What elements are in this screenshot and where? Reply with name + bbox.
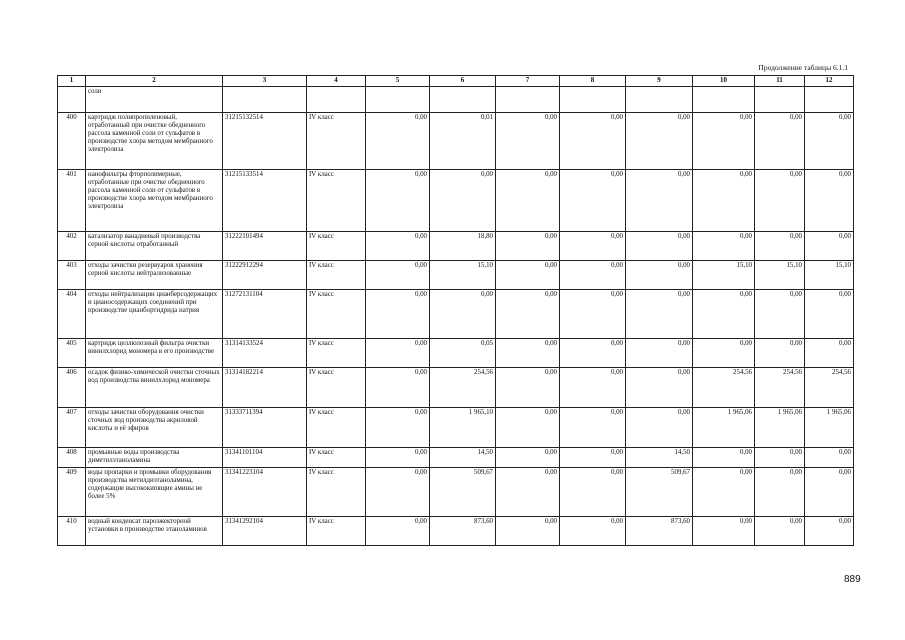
fkko-code-cell: 31314182214 — [223, 368, 307, 408]
row-number-cell: 403 — [58, 261, 86, 290]
value-cell: 0,00 — [496, 339, 560, 368]
hazard-class-cell: IV класс — [307, 408, 366, 448]
value-cell: 15,10 — [430, 261, 496, 290]
column-header: 12 — [805, 76, 854, 87]
value-cell: 0,00 — [693, 290, 755, 339]
value-cell: 0,00 — [560, 468, 626, 517]
value-cell: 0,00 — [755, 448, 805, 468]
value-cell: 1 965,10 — [430, 408, 496, 448]
column-header: 4 — [307, 76, 366, 87]
column-header: 6 — [430, 76, 496, 87]
table-body — [58, 87, 854, 546]
column-header: 3 — [223, 76, 307, 87]
value-cell: 0,00 — [366, 368, 430, 408]
value-cell: 254,56 — [430, 368, 496, 408]
hazard-class-cell — [307, 87, 366, 113]
value-cell: 14,50 — [430, 448, 496, 468]
row-number-cell: 407 — [58, 408, 86, 448]
value-cell: 0,00 — [626, 368, 693, 408]
value-cell: 0,00 — [560, 113, 626, 170]
value-cell: 0,00 — [496, 408, 560, 448]
waste-name-cell: отходы зачистки оборудования очистки сточных вод производства акриловой кислоты и её эфиров — [86, 408, 223, 448]
row-number-cell: 405 — [58, 339, 86, 368]
table-row — [58, 113, 854, 170]
row-number-cell — [58, 87, 86, 113]
waste-name-cell: картридж полипропиленовый, отработанный при очистке обедненного рассола каменной соли от сульфатов в производстве хлора методом мембранного электролиза — [86, 113, 223, 170]
value-cell: 0,00 — [626, 232, 693, 261]
value-cell: 0,00 — [805, 339, 854, 368]
value-cell: 0,00 — [755, 468, 805, 517]
value-cell: 0,00 — [560, 290, 626, 339]
value-cell — [755, 87, 805, 113]
value-cell: 0,00 — [693, 232, 755, 261]
column-header: 2 — [86, 76, 223, 87]
value-cell: 0,00 — [693, 339, 755, 368]
value-cell: 0,01 — [430, 113, 496, 170]
value-cell: 0,00 — [693, 113, 755, 170]
fkko-code-cell — [223, 87, 307, 113]
waste-name-cell: отходы нейтрализации цианберсодержащих и цианосодержащих соединений при производстве цианбортидрида натрия — [86, 290, 223, 339]
value-cell — [496, 87, 560, 113]
fkko-code-cell: 31222101494 — [223, 232, 307, 261]
fkko-code-cell: 31215132514 — [223, 113, 307, 170]
waste-name-cell: катализатор ванадиевый производства серной кислоты отработанный — [86, 232, 223, 261]
table-row — [58, 339, 854, 368]
value-cell: 0,00 — [366, 408, 430, 448]
hazard-class-cell: IV класс — [307, 261, 366, 290]
value-cell — [366, 87, 430, 113]
column-header: 7 — [496, 76, 560, 87]
value-cell: 0,00 — [366, 261, 430, 290]
table-row — [58, 468, 854, 517]
column-header: 11 — [755, 76, 805, 87]
value-cell: 0,00 — [755, 517, 805, 546]
row-number-cell: 401 — [58, 170, 86, 232]
value-cell: 0,00 — [496, 448, 560, 468]
value-cell: 0,00 — [496, 170, 560, 232]
table-row — [58, 290, 854, 339]
table-row — [58, 87, 854, 113]
value-cell: 0,00 — [366, 170, 430, 232]
value-cell: 509,67 — [430, 468, 496, 517]
value-cell: 0,00 — [560, 232, 626, 261]
value-cell: 0,00 — [626, 339, 693, 368]
value-cell: 1 965,06 — [693, 408, 755, 448]
value-cell: 0,00 — [366, 232, 430, 261]
value-cell: 0,00 — [560, 368, 626, 408]
value-cell: 873,60 — [626, 517, 693, 546]
row-number-cell: 400 — [58, 113, 86, 170]
value-cell: 0,00 — [693, 170, 755, 232]
value-cell: 1 965,06 — [805, 408, 854, 448]
value-cell: 0,00 — [366, 290, 430, 339]
value-cell: 0,00 — [560, 448, 626, 468]
value-cell — [430, 87, 496, 113]
value-cell — [560, 87, 626, 113]
column-header: 8 — [560, 76, 626, 87]
waste-name-cell: соли — [86, 87, 223, 113]
table-row — [58, 232, 854, 261]
value-cell: 0,00 — [805, 113, 854, 170]
value-cell — [693, 87, 755, 113]
value-cell: 0,00 — [496, 113, 560, 170]
fkko-code-cell: 31341101104 — [223, 448, 307, 468]
value-cell: 1 965,06 — [755, 408, 805, 448]
value-cell: 0,00 — [560, 517, 626, 546]
waste-name-cell: нанофильтры фторполимерные, отработанные при очистке обедненного рассола каменной соли от сульфатов в производстве хлора методом мембранного электролиза — [86, 170, 223, 232]
table-row — [58, 368, 854, 408]
waste-name-cell: воды пропарки и промывки оборудования производства метилдиэтаноламина, содержащие высококипящие амины не более 5% — [86, 468, 223, 517]
value-cell: 0,00 — [496, 290, 560, 339]
hazard-class-cell: IV класс — [307, 339, 366, 368]
value-cell — [805, 87, 854, 113]
value-cell: 0,00 — [755, 170, 805, 232]
value-cell: 0,00 — [805, 468, 854, 517]
value-cell: 0,00 — [755, 232, 805, 261]
value-cell: 15,10 — [805, 261, 854, 290]
value-cell: 0,00 — [755, 339, 805, 368]
value-cell: 15,10 — [755, 261, 805, 290]
value-cell: 0,00 — [755, 290, 805, 339]
column-header: 5 — [366, 76, 430, 87]
value-cell: 15,10 — [693, 261, 755, 290]
data-table — [57, 75, 854, 546]
value-cell: 0,00 — [626, 170, 693, 232]
hazard-class-cell: IV класс — [307, 113, 366, 170]
table-row — [58, 517, 854, 546]
value-cell: 0,00 — [560, 170, 626, 232]
hazard-class-cell: IV класс — [307, 232, 366, 261]
value-cell: 0,00 — [496, 232, 560, 261]
value-cell: 509,67 — [626, 468, 693, 517]
value-cell: 0,00 — [430, 170, 496, 232]
value-cell: 0,00 — [626, 261, 693, 290]
fkko-code-cell: 31341292104 — [223, 517, 307, 546]
value-cell: 0,00 — [805, 232, 854, 261]
value-cell: 0,00 — [496, 517, 560, 546]
waste-name-cell: отходы зачистки резервуаров хранения серной кислоты нейтрализованные — [86, 261, 223, 290]
value-cell: 0,00 — [626, 113, 693, 170]
value-cell: 0,00 — [693, 517, 755, 546]
value-cell: 0,00 — [366, 113, 430, 170]
row-number-cell: 410 — [58, 517, 86, 546]
value-cell: 873,60 — [430, 517, 496, 546]
hazard-class-cell: IV класс — [307, 290, 366, 339]
page-number: 889 — [844, 574, 861, 585]
row-number-cell: 402 — [58, 232, 86, 261]
value-cell: 0,00 — [496, 468, 560, 517]
value-cell: 0,00 — [560, 261, 626, 290]
value-cell: 0,00 — [366, 339, 430, 368]
fkko-code-cell: 31341223104 — [223, 468, 307, 517]
value-cell: 18,80 — [430, 232, 496, 261]
value-cell: 0,00 — [366, 448, 430, 468]
fkko-code-cell: 31314133524 — [223, 339, 307, 368]
row-number-cell: 404 — [58, 290, 86, 339]
value-cell: 0,00 — [560, 408, 626, 448]
waste-name-cell: картридж целлюлозный фильтра очистки винилхлорид мономера в его производстве — [86, 339, 223, 368]
waste-name-cell: промывные воды производства диметилэтаноламина — [86, 448, 223, 468]
hazard-class-cell: IV класс — [307, 448, 366, 468]
column-header: 1 — [58, 76, 86, 87]
hazard-class-cell: IV класс — [307, 517, 366, 546]
fkko-code-cell: 31222912294 — [223, 261, 307, 290]
header-row — [58, 76, 854, 87]
value-cell: 254,56 — [755, 368, 805, 408]
value-cell: 0,00 — [626, 290, 693, 339]
row-number-cell: 408 — [58, 448, 86, 468]
value-cell: 0,00 — [755, 113, 805, 170]
waste-name-cell: осадок физико-химической очистки сточных вод производства винилхлорид мономера — [86, 368, 223, 408]
value-cell: 0,00 — [366, 517, 430, 546]
table-row — [58, 261, 854, 290]
value-cell: 0,00 — [430, 290, 496, 339]
value-cell: 0,00 — [626, 408, 693, 448]
value-cell — [626, 87, 693, 113]
hazard-class-cell: IV класс — [307, 468, 366, 517]
value-cell: 0,00 — [496, 368, 560, 408]
hazard-class-cell: IV класс — [307, 170, 366, 232]
table-caption: Продолжение таблицы 6.1.1 — [758, 63, 848, 72]
value-cell: 0,00 — [805, 170, 854, 232]
value-cell: 254,56 — [805, 368, 854, 408]
value-cell: 14,50 — [626, 448, 693, 468]
waste-name-cell: водный конденсат пароэжекторной установки в производстве этаноламинов — [86, 517, 223, 546]
value-cell: 0,00 — [805, 448, 854, 468]
hazard-class-cell: IV класс — [307, 368, 366, 408]
row-number-cell: 409 — [58, 468, 86, 517]
value-cell: 0,00 — [805, 290, 854, 339]
fkko-code-cell: 31272131104 — [223, 290, 307, 339]
fkko-code-cell: 31215133514 — [223, 170, 307, 232]
table-row — [58, 408, 854, 448]
value-cell: 0,05 — [430, 339, 496, 368]
value-cell: 0,00 — [693, 468, 755, 517]
value-cell: 0,00 — [560, 339, 626, 368]
fkko-code-cell: 31333711394 — [223, 408, 307, 448]
table-row — [58, 170, 854, 232]
value-cell: 0,00 — [366, 468, 430, 517]
column-header: 10 — [693, 76, 755, 87]
row-number-cell: 406 — [58, 368, 86, 408]
column-header: 9 — [626, 76, 693, 87]
value-cell: 254,56 — [693, 368, 755, 408]
value-cell: 0,00 — [805, 517, 854, 546]
value-cell: 0,00 — [496, 261, 560, 290]
value-cell: 0,00 — [693, 448, 755, 468]
table-row — [58, 448, 854, 468]
